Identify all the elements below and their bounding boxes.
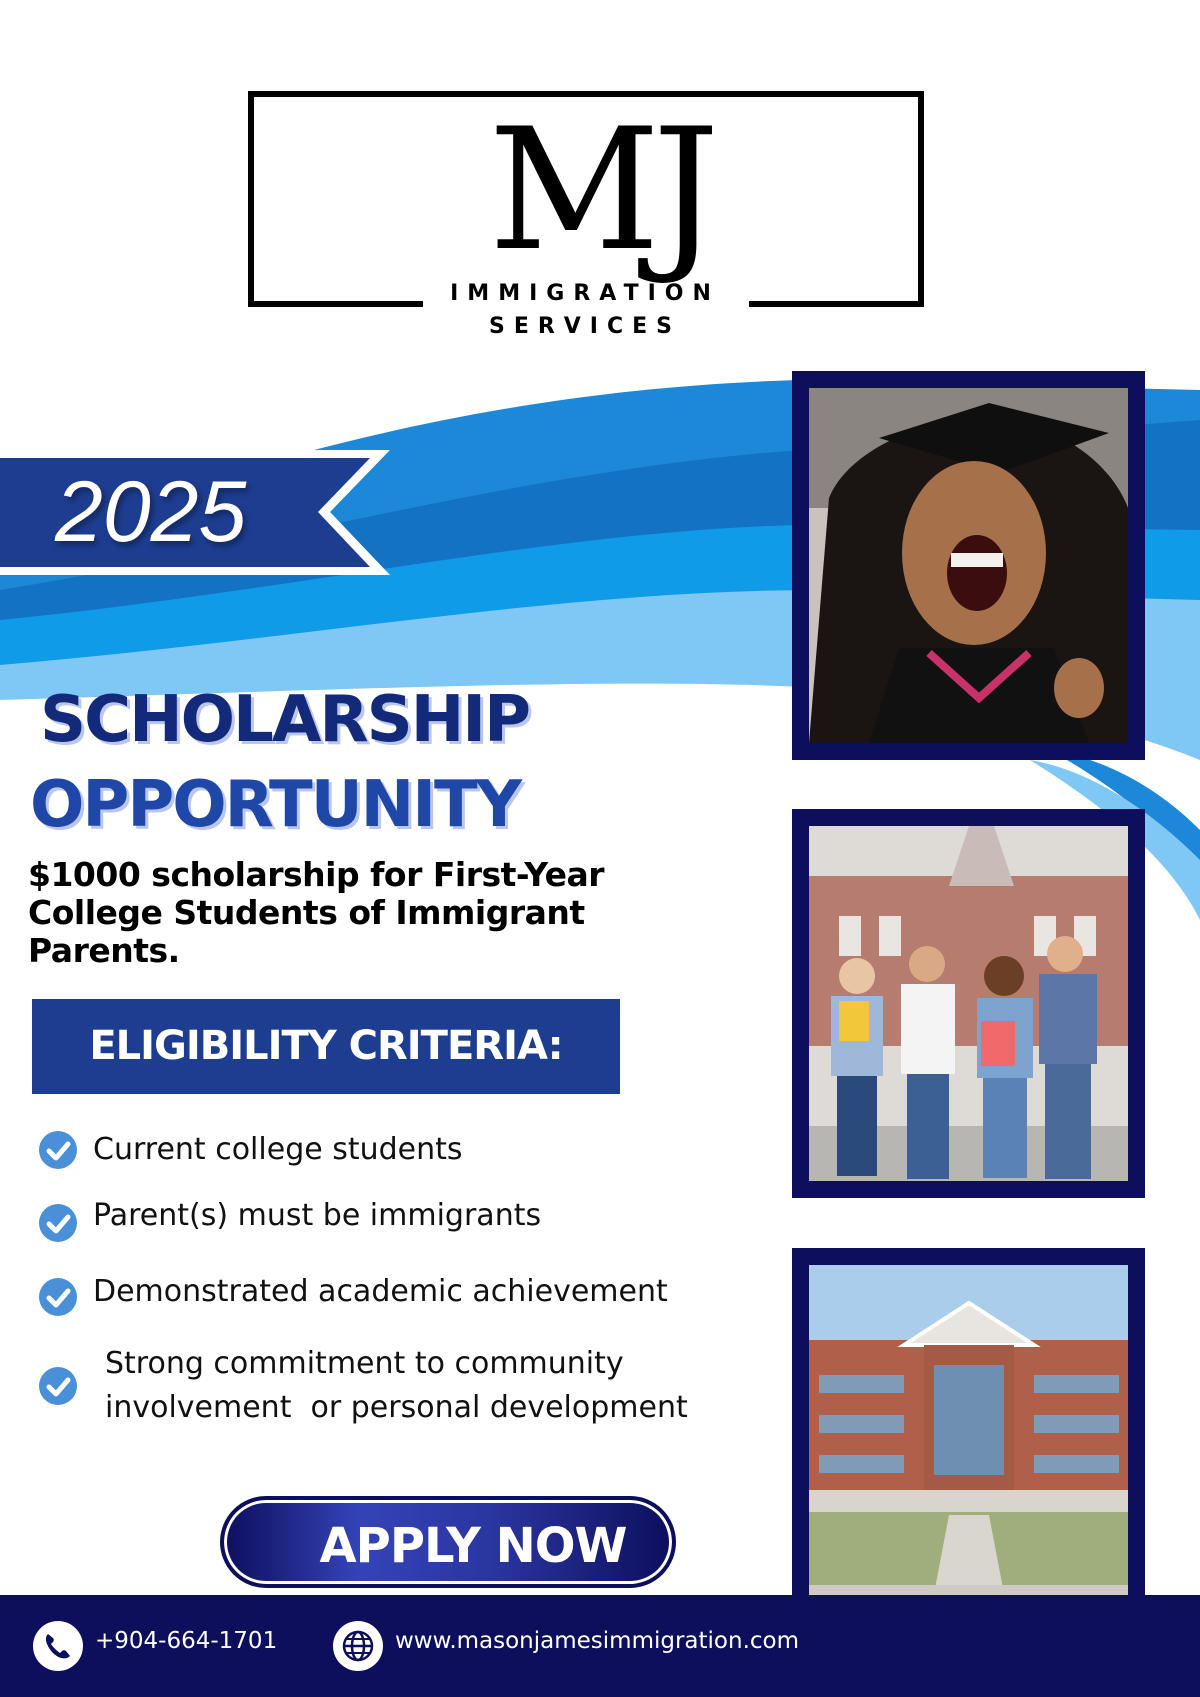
- title-line-2: OPPORTUNITY: [30, 768, 521, 842]
- check-icon: [38, 1203, 78, 1243]
- criteria-item-4-line-2: involvement or personal development: [105, 1390, 688, 1425]
- criteria-item-2: Parent(s) must be immigrants: [93, 1198, 542, 1233]
- criteria-item-1: Current college students: [93, 1132, 463, 1167]
- apply-now-label[interactable]: APPLY NOW: [319, 1518, 627, 1574]
- title-line-1: SCHOLARSHIP: [40, 683, 529, 757]
- building-image: [809, 1265, 1128, 1620]
- phone-number[interactable]: +904-664-1701: [95, 1628, 278, 1654]
- phone-icon: [33, 1621, 83, 1671]
- logo-text-services: SERVICES: [488, 314, 682, 339]
- criteria-item-4: [105, 1342, 688, 1430]
- globe-icon-glyph: [333, 1621, 383, 1671]
- students-image: [809, 826, 1128, 1181]
- criteria-item-3: Demonstrated academic achievement: [93, 1274, 668, 1309]
- criteria-item-4-line-1: Strong commitment to community: [105, 1346, 624, 1381]
- scholarship-description: [28, 856, 708, 970]
- check-icon: [38, 1130, 78, 1170]
- photo-building: [792, 1248, 1145, 1637]
- logo-text-immigration: IMMIGRATION: [450, 281, 720, 306]
- photo-students: [792, 809, 1145, 1198]
- eligibility-heading: ELIGIBILITY CRITERIA:: [89, 1023, 563, 1069]
- photo-graduate: [792, 371, 1145, 760]
- check-icon: [38, 1366, 78, 1406]
- description-line-2: College Students of Immigrant: [28, 893, 585, 932]
- graduate-image: [809, 388, 1128, 743]
- logo-mark: MJ: [488, 92, 712, 288]
- phone-icon-glyph: [33, 1621, 83, 1671]
- check-icon: [38, 1277, 78, 1317]
- description-line-1: $1000 scholarship for First-Year: [28, 855, 605, 894]
- globe-icon: [333, 1621, 383, 1671]
- website-url[interactable]: www.masonjamesimmigration.com: [395, 1628, 800, 1654]
- year-label: 2025: [55, 464, 247, 560]
- description-line-3: Parents.: [28, 931, 180, 970]
